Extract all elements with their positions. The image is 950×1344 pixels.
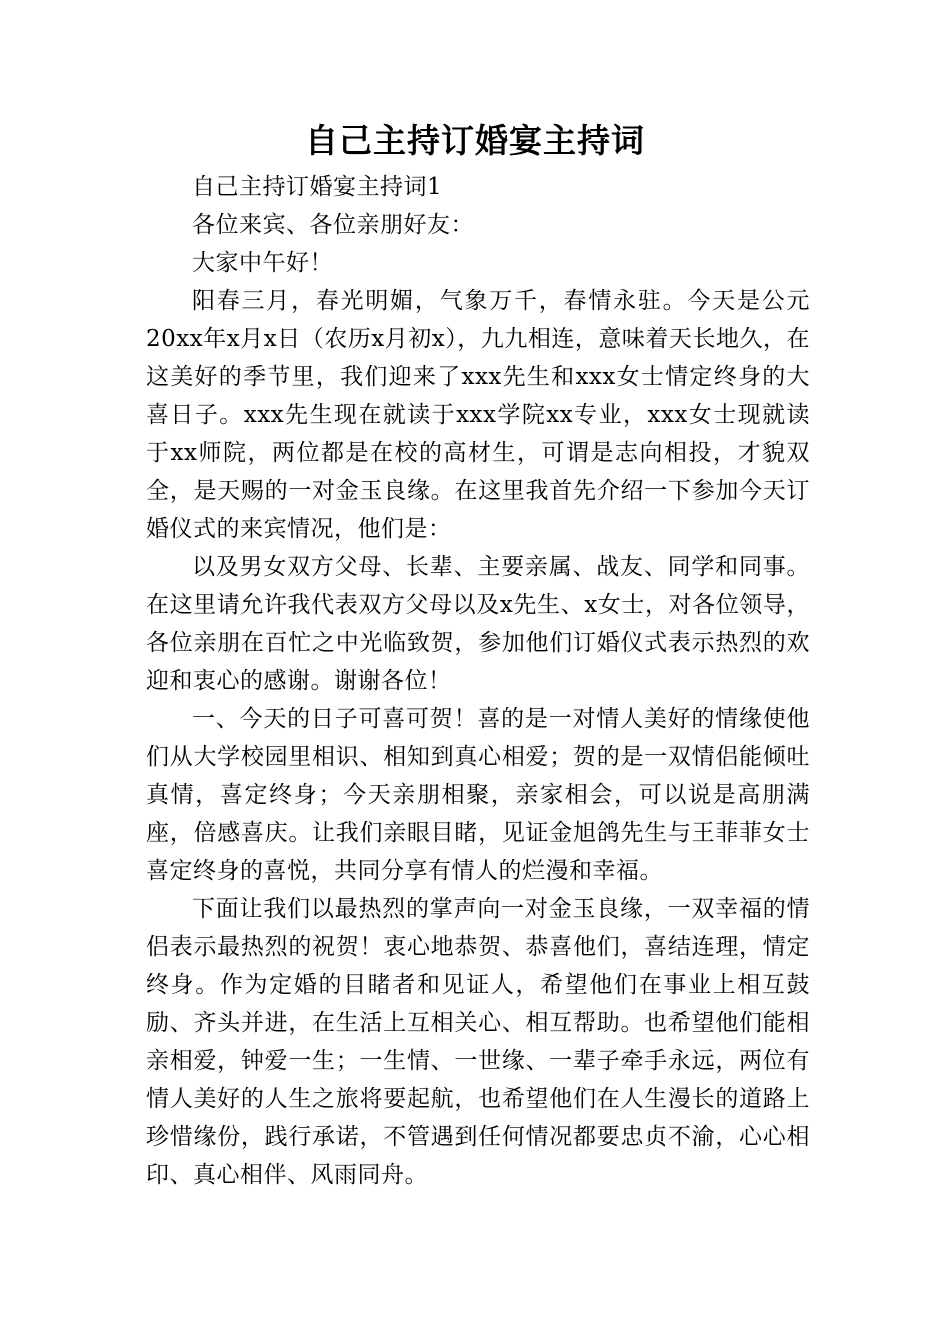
paragraph: 阳春三月，春光明媚，气象万千，春情永驻。今天是公元20xx年x月x日（农历x月初x），九九相连，意味着天长地久，在这美好的季节里，我们迎来了xxx先生和xxx女士情定终身的大喜日子。xxx先生现在就读于xxx学院xx专业，xxx女士现就读于xx师院，两位都是在校的高材生，可谓是志向相投，才貌双全，是天赐的一对金玉良缘。在这里我首先介绍一下参加今天订婚仪式的来宾情况，他们是： — [146, 288, 810, 542]
paragraph: 下面让我们以最热烈的掌声向一对金玉良缘，一双幸福的情侣表示最热烈的祝贺！衷心地恭贺、恭喜他们，喜结连理，情定终身。作为定婚的目睹者和见证人，希望他们在事业上相互鼓励、齐头并进，在生活上互相关心、相互帮助。也希望他们能相亲相爱，钟爱一生；一生情、一世缘、一辈子牵手永远，两位有情人美好的人生之旅将要起航，也希望他们在人生漫长的道路上珍惜缘份，践行承诺，不管遇到任何情况都要忠贞不渝，心心相印、真心相伴、风雨同舟。 — [146, 896, 810, 1188]
salutation: 各位来宾、各位亲朋好友： — [192, 212, 474, 238]
paragraph: 一、今天的日子可喜可贺！喜的是一对情人美好的情缘使他们从大学校园里相识、相知到真心相爱；贺的是一双情侣能倾吐真情，喜定终身；今天亲朋相聚，亲家相会，可以说是高朋满座，倍感喜庆。让我们亲眼目睹，见证金旭鸽先生与王菲菲女士喜定终身的喜悦，共同分享有情人的烂漫和幸福。 — [146, 706, 810, 884]
document-title: 自己主持订婚宴主持词 — [305, 121, 645, 160]
paragraph: 以及男女双方父母、长辈、主要亲属、战友、同学和同事。在这里请允许我代表双方父母以及x先生、x女士，对各位领导，各位亲朋在百忙之中光临致贺，参加他们订婚仪式表示热烈的欢迎和衷心的感谢。谢谢各位！ — [146, 554, 810, 694]
document-body — [146, 168, 810, 1194]
greeting: 大家中午好！ — [192, 250, 333, 276]
section-heading: 自己主持订婚宴主持词1 — [192, 174, 443, 200]
